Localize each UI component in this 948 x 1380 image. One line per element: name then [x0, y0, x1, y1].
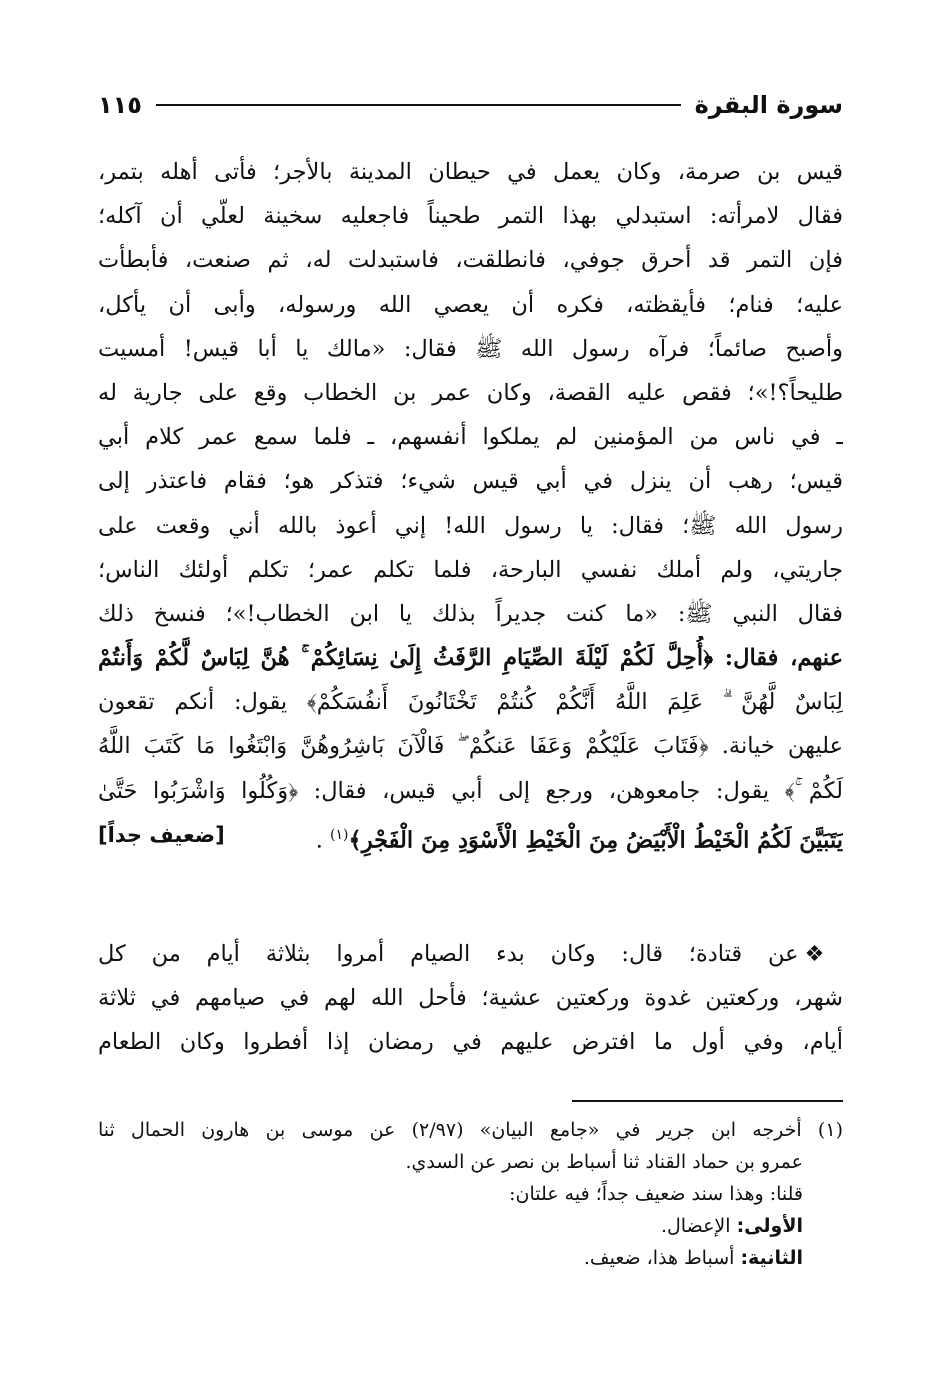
footnote-line: قلنا: وهذا سند ضعيف جداً؛ فيه علتان:: [509, 1183, 803, 1205]
first-text: الإعضال.: [660, 1215, 731, 1237]
footnote-ref: (١): [330, 826, 349, 843]
second-label: الثانية:: [740, 1247, 803, 1269]
verse-text: يَتَبَيَّنَ لَكُمُ الْخَيْطُ الْأَبْيَضُ مِنَ الْخَيْطِ الْأَسْوَدِ مِنَ الْفَجْرِ﴾: [348, 827, 843, 854]
verse-line: عليهن خيانة. ﴿فَتَابَ عَلَيْكُمْ وَعَفَا عَنكُمْ ۖ فَالْآنَ بَاشِرُوهُنَّ وَابْتَغُوا مَا كَتَبَ اللَّهُ: [98, 733, 843, 760]
text-line: طليحاً؟!»؛ فقص عليه القصة، وكان عمر بن الخطاب وقع على جارية له: [98, 379, 843, 406]
footnote-separator: [572, 1100, 843, 1102]
text-line: فقال لامرأته: استبدلي بهذا التمر طحيناً فاجعليه سخينة لعلّي أن آكله؛: [98, 203, 843, 230]
page-number: ١١٥: [98, 91, 142, 119]
second-paragraph: [98, 932, 843, 1065]
page-header: [98, 88, 843, 122]
text-line: قيس؛ رهب أن ينزل في أبي قيس شيء؛ فتذكر هو؛ فقام فاعتذر إلى: [98, 468, 843, 495]
paragraph-marker-icon: ❖: [804, 942, 843, 967]
verse-line: لِبَاسٌ لَّهُنَّ ۗ عَلِمَ اللَّهُ أَنَّكُمْ كُنتُمْ تَخْتَانُونَ أَنفُسَكُمْ﴾ يقول: أنكم تقعون: [98, 689, 843, 716]
main-paragraph: [98, 150, 843, 857]
second-text: أسباط هذا، ضعيف.: [583, 1247, 735, 1269]
text-line: أيام، وفي أول ما افترض عليهم في رمضان إذا أفطروا وكان الطعام: [98, 1029, 843, 1056]
first-label: الأولى:: [736, 1215, 803, 1237]
text-line: عليه؛ فنام؛ فأيقظته، فكره أن يعصي الله ورسوله، وأبى أن يأكل،: [98, 291, 843, 318]
text-line: قيس بن صرمة، وكان يعمل في حيطان المدينة بالأجر؛ فأتى أهله بتمر،: [98, 159, 843, 185]
text-line-content: عن قتادة؛ قال: وكان بدء الصيام أمروا بثلاثة أيام من كل: [98, 941, 799, 967]
footnote-line: (١) أخرجه ابن جرير في «جامع البيان» (٢/٩٧) عن موسى بن هارون الحمال ثنا: [98, 1119, 843, 1141]
text-line: وأصبح صائماً؛ فرآه رسول الله ﷺ فقال: «مالك يا أبا قيس! أمسيت: [98, 335, 843, 362]
verse-line: لَكُمْ ۚ﴾ يقول: جامعوهن، ورجع إلى أبي قيس، فقال: ﴿وَكُلُوا وَاشْرَبُوا حَتَّىٰ: [98, 777, 843, 804]
text-line: فإن التمر قد أحرق جوفي، فانطلقت، فاستبدلت له، ثم صنعت، فأبطأت: [98, 247, 843, 274]
text-line: جاريتي، ولم أملك نفسي البارحة، فلما تكلم عمر؛ تكلم أولئك الناس؛: [98, 556, 843, 583]
sentence-end: .: [315, 827, 323, 854]
text-line: [98, 932, 843, 976]
hadith-grade: [ضعيف جداً]: [98, 822, 225, 847]
footnote-second-reason: [98, 1242, 843, 1274]
verse-line: عنهم، فقال: ﴿أُحِلَّ لَكُمْ لَيْلَةَ الصِّيَامِ الرَّفَثُ إِلَىٰ نِسَائِكُمْ ۚ هُنَّ لِبَاسٌ لَّكُمْ وَأَنتُمْ: [98, 645, 843, 672]
text-line: شهر، وركعتين غدوة وركعتين عشية؛ فأحل الله لهم في صيامهم في ثلاثة: [98, 985, 843, 1012]
footnotes: [98, 1114, 843, 1274]
verse-last-line: [98, 813, 843, 857]
text-line: ـ في ناس من المؤمنين لم يملكوا أنفسهم، ـ فلما سمع عمر كلام أبي: [98, 424, 843, 451]
header-rule: [156, 104, 681, 106]
footnote-line: عمرو بن حماد القناد ثنا أسباط بن نصر عن السدي.: [405, 1151, 803, 1173]
surah-title: سورة البقرة: [694, 91, 843, 119]
text-line: فقال النبي ﷺ: «ما كنت جديراً بذلك يا ابن الخطاب!»؛ فنسخ ذلك: [98, 600, 843, 627]
text-line: رسول الله ﷺ؛ فقال: يا رسول الله! إني أعوذ بالله أني وقعت على: [98, 512, 843, 539]
footnote-first-reason: [98, 1210, 843, 1242]
